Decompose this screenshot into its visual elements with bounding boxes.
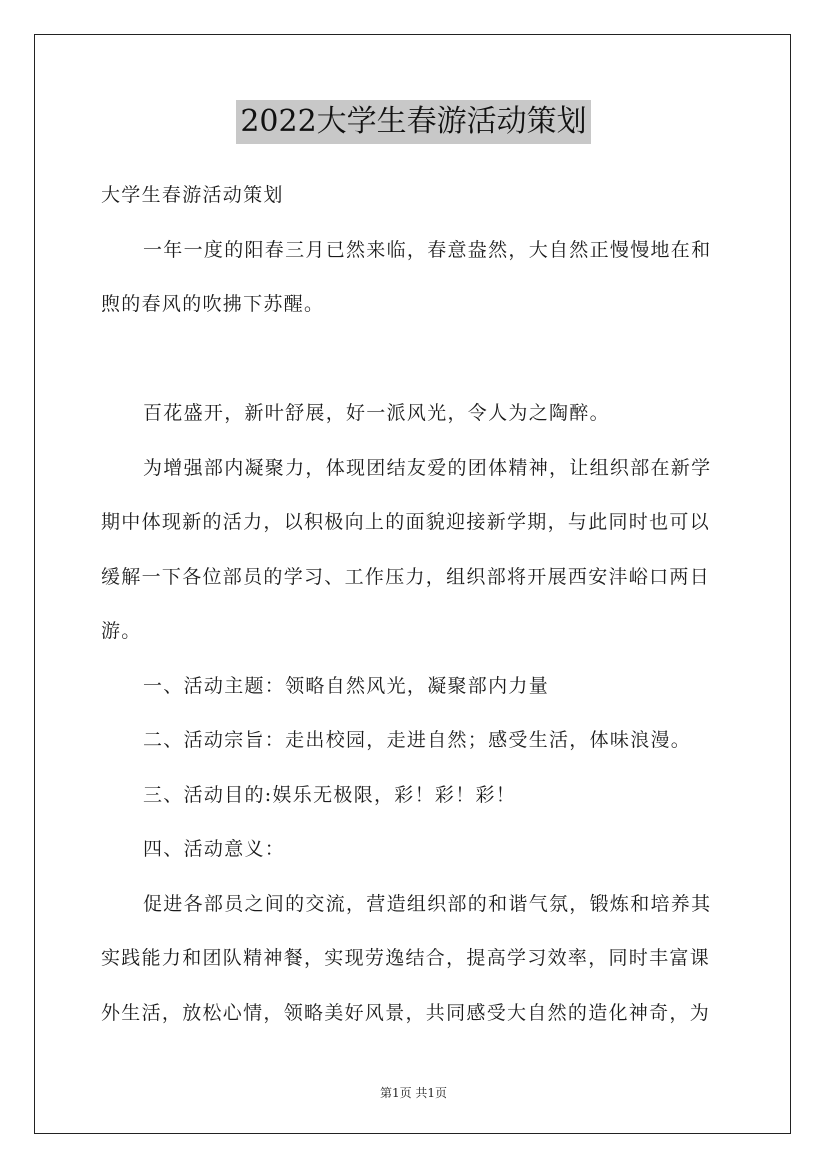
blank-line <box>101 332 727 387</box>
document-title: 2022大学生春游活动策划 <box>236 100 590 144</box>
paragraph-line: 百花盛开，新叶舒展，好一派风光，令人为之陶醉。 <box>143 402 610 424</box>
paragraph-line: 为增强部内凝聚力，体现团结友爱的团体精神，让组织部在新学 <box>143 456 712 479</box>
paragraph-line: 一年一度的阳春三月已然来临，春意盎然，大自然正慢慢地在和 <box>143 238 712 261</box>
paragraph-line: 缓解一下各位部员的学习、工作压力，组织部将开展西安沣峪口两日 <box>101 565 711 588</box>
section-heading-goal: 三、活动目的:娱乐无极限，彩！彩！彩！ <box>143 783 517 806</box>
title-container <box>0 100 827 144</box>
paragraph-line: 期中体现新的活力，以积极向上的面貌迎接新学期，与此同时也可以 <box>101 511 711 533</box>
paragraph-line: 实践能力和团队精神餐，实现劳逸结合，提高学习效率，同时丰富课 <box>101 947 711 969</box>
page-footer: 第1页 共1页 <box>379 1086 448 1100</box>
subtitle-line: 大学生春游活动策划 <box>101 184 284 206</box>
section-heading-significance: 四、活动意义： <box>143 838 286 860</box>
document-body <box>101 168 727 1040</box>
section-heading-purpose: 二、活动宗旨：走出校园，走进自然；感受生活，体味浪漫。 <box>143 729 692 751</box>
paragraph-line: 外生活，放松心情，领略美好风景，共同感受大自然的造化神奇，为 <box>101 1001 711 1024</box>
paragraph-line: 游。 <box>101 620 142 642</box>
paragraph-line: 促进各部员之间的交流，营造组织部的和谐气氛，锻炼和培养其 <box>143 892 712 915</box>
section-heading-theme: 一、活动主题：领略自然风光，凝聚部内力量 <box>143 674 550 697</box>
paragraph-line: 煦的春风的吹拂下苏醒。 <box>101 293 325 315</box>
